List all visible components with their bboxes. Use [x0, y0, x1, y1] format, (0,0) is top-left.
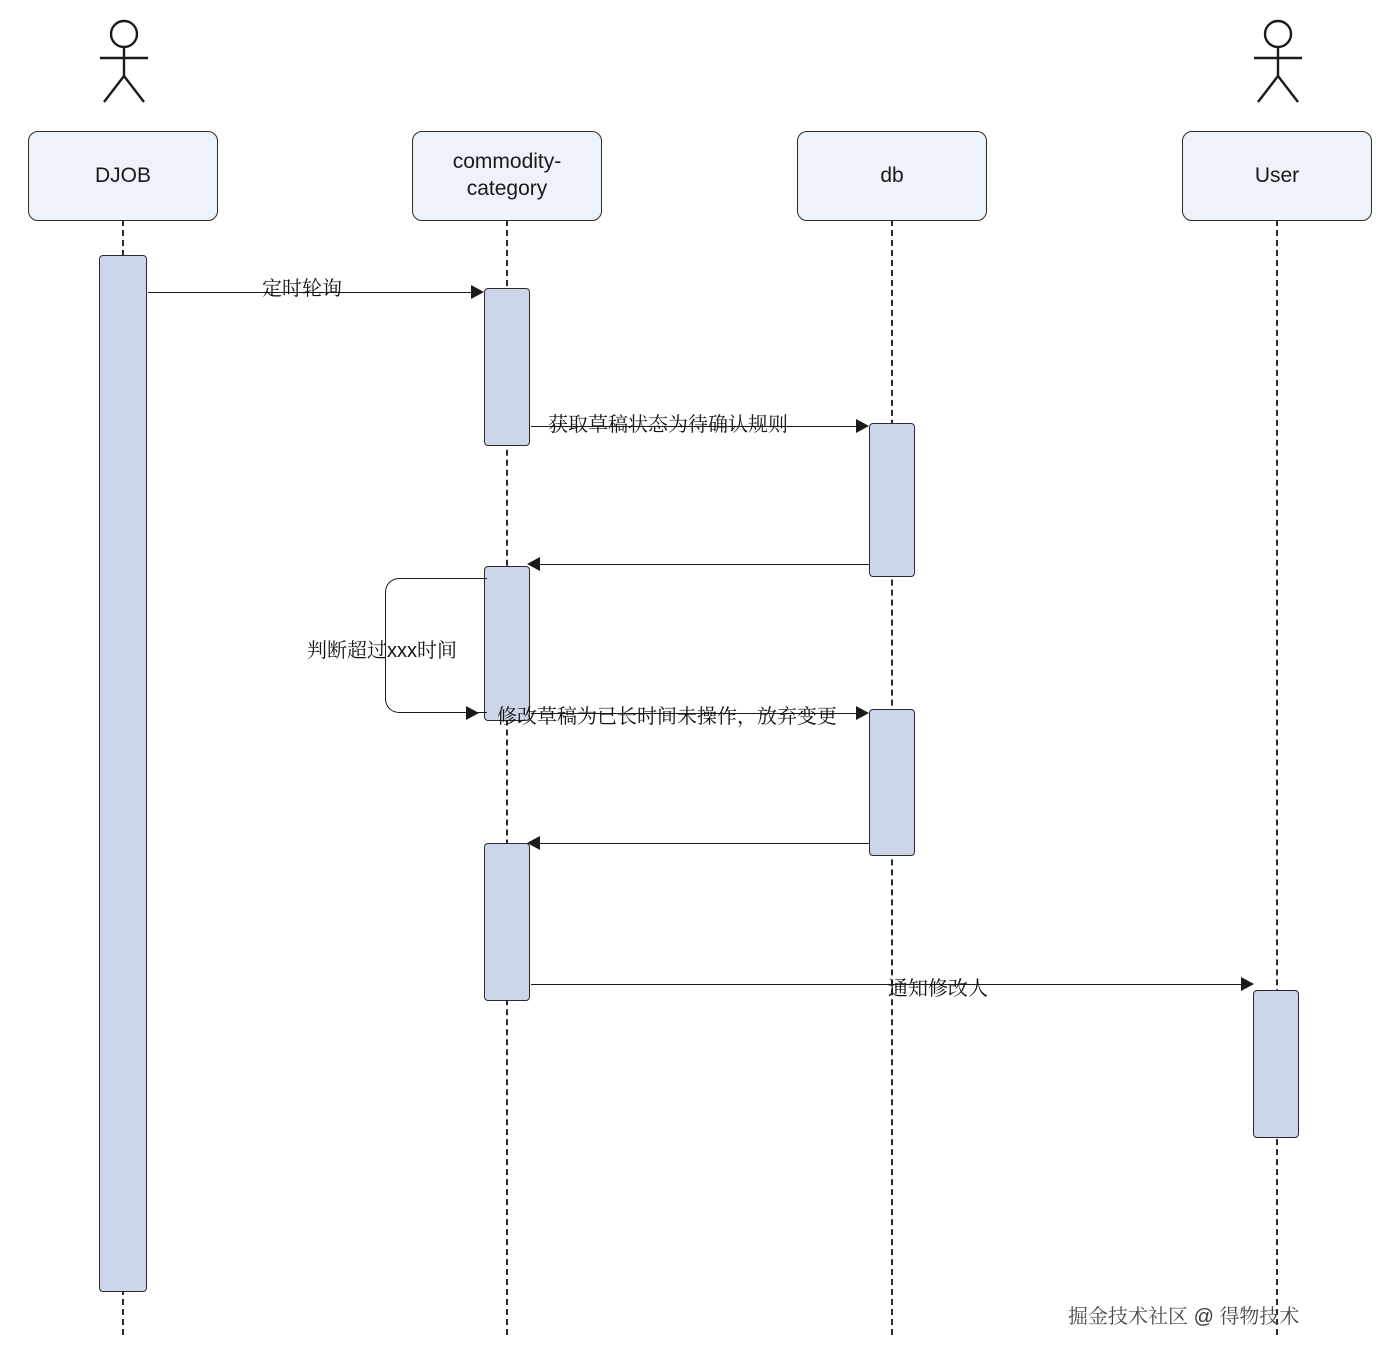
watermark-separator: @ [1193, 1306, 1214, 1328]
participant-label-user: User [1254, 163, 1300, 187]
arrow-head-3 [527, 557, 540, 571]
actor-icon-djob [88, 18, 160, 113]
arrow-head-4 [466, 706, 479, 720]
message-label-4: 判断超过xxx时间 [307, 640, 457, 662]
arrow-head-2 [856, 419, 869, 433]
participant-box-djob[interactable] [28, 131, 218, 221]
arrow-head-7 [1241, 977, 1254, 991]
activation-bar-user [1253, 990, 1299, 1138]
message-line-3 [540, 564, 870, 565]
arrow-head-5 [856, 706, 869, 720]
activation-bar-commodity-category-2 [484, 566, 530, 721]
actor-icon-user [1242, 18, 1314, 113]
watermark-source: 掘金技术社区 [1068, 1306, 1188, 1328]
arrow-head-6 [527, 836, 540, 850]
message-label-2: 获取草稿状态为待确认规则 [548, 414, 788, 436]
activation-bar-db-1 [869, 423, 915, 577]
message-label-5: 修改草稿为已长时间未操作，放弃变更 [497, 706, 837, 728]
arrow-head-1 [471, 285, 484, 299]
watermark [1068, 1300, 1299, 1329]
activation-bar-djob [99, 255, 147, 1292]
message-label-1: 定时轮询 [262, 278, 342, 300]
message-line-6 [540, 843, 870, 844]
participant-label-commodity-category: commodity-category [452, 150, 562, 200]
participant-box-user[interactable] [1182, 131, 1372, 221]
participant-label-djob: DJOB [94, 163, 151, 187]
activation-bar-commodity-category-3 [484, 843, 530, 1001]
activation-bar-db-2 [869, 709, 915, 856]
lifeline-user [1276, 220, 1278, 1335]
participant-box-commodity-category[interactable] [412, 131, 602, 221]
activation-bar-commodity-category-1 [484, 288, 530, 446]
watermark-author: 得物技术 [1219, 1306, 1300, 1328]
participant-label-db: db [880, 163, 904, 187]
message-label-7: 通知修改人 [888, 978, 988, 1000]
participant-box-db[interactable] [797, 131, 987, 221]
